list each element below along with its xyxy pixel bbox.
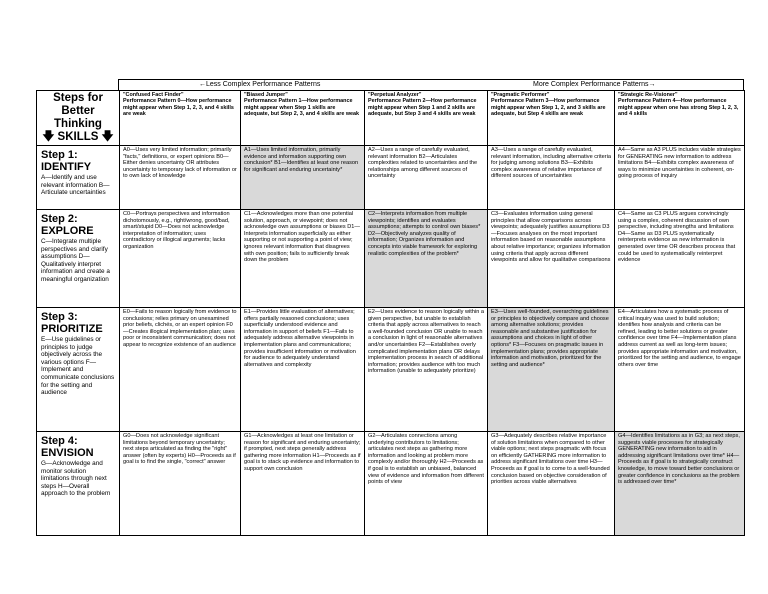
rubric-cell: A4—Same as A3 PLUS includes viable strategies for GENERATING new information to address limitations B4—Exhibits complex awareness of ways to minimize uncertainties in coherent, on-going process of inquiry xyxy=(615,146,745,210)
rubric-cell: C3—Evaluates information using general principles that allow comparisons across viewpoints; adequately justifies assumptions D3—Focuses analyses on the most important information based on reasonable assumptions about relative importance; organizes information using criteria that apply across different viewpoints and allow for qualitative comparisons xyxy=(488,210,615,308)
step-label: Step 4: ENVISION G—Acknowledge and monitor solution limitations through next steps H—Overall approach to the problem xyxy=(37,432,120,536)
rubric-cell: A3—Uses a range of carefully evaluated, relevant information, including alternative criteria for judging among solutions B3—Exhibits complex awareness of relative importance of different sources of uncertainties xyxy=(488,146,615,210)
rubric-cell: E1—Provides little evaluation of alternatives; offers partially reasoned conclusions; uses superficially understood evidence and information in support of beliefs F1—Fails to adequately address alternative viewpoints in implementation plans and communications; provides insufficient information or motivation for audience to adequately understand alternatives and complexity xyxy=(241,308,365,432)
header-row xyxy=(37,91,745,146)
corner-title-3: 🡇 SKILLS 🡇 xyxy=(42,131,114,143)
rubric-cell: E2—Uses evidence to reason logically within a given perspective, but unable to establish criteria that apply across alternatives to reach a well-founded conclusion OR unable to reach a conclusion in light of reasonable alternatives and/or uncertainties F2—Establishes overly complicated implementation plans OR delays implementation process in search of additional information; provides audience with too much information (unable to adequately prioritize) xyxy=(365,308,488,432)
column-header: "Pragmatic Performer" Performance Pattern 3—How performance might appear when Step 1, 2, and 3 skills are adequate, but Step 4 skills are weak xyxy=(488,91,615,146)
rubric-cell: G0—Does not acknowledge significant limitations beyond temporary uncertainty; next steps articulated as finding the "right" answer (often by experts) H0—Proceeds as if goal is to find the single, "correct" answer xyxy=(120,432,241,536)
row-step-4 xyxy=(37,432,745,536)
step-label: Step 2: EXPLORE C—Integrate multiple perspectives and clarify assumptions D—Qualitatively interpret information and create a meaningful organization xyxy=(37,210,120,308)
row-step-3 xyxy=(37,308,745,432)
rubric-cell: C0—Portrays perspectives and information dichotomously, e.g., right/wrong, good/bad, smart/stupid D0—Does not acknowledge interpretation of information; uses contradictory or illogical arguments; lacks organization xyxy=(120,210,241,308)
step-label: Step 3: PRIORITIZE E—Use guidelines or principles to judge objectively across the various options F—Implement and communicate conclusions for the setting and audience xyxy=(37,308,120,432)
column-header: "Strategic Re-Visioner" Performance Pattern 4—How performance might appear when one has strong Step 1, 2, 3, and 4 skills xyxy=(615,91,745,146)
rubric-cell: E0—Fails to reason logically from evidence to conclusions; relies primary on unexamined prior beliefs, clichés, or an expert opinion F0—Creates illogical implementation plan; uses poor or inconsistent communication; does not appear to recognize existence of an audience xyxy=(120,308,241,432)
more-complex-label: More Complex Performance Patterns→ xyxy=(533,81,656,88)
step-label: Step 1: IDENTIFY A—Identify and use relevant information B—Articulate uncertainties xyxy=(37,146,120,210)
less-complex-label: ←Less Complex Performance Patterns xyxy=(199,81,321,88)
column-header: "Biased Jumper" Performance Pattern 1—How performance might appear when Step 1 skills are adequate, but Step 2, 3, and 4 skills are weak xyxy=(241,91,365,146)
rubric-cell: G2—Articulates connections among underlying contributors to limitations; articulates next steps as gathering more information and looking at problem more complexly and/or thoroughly H2—Proceeds as if goal is to establish an unbiased, balanced view of evidence and information from different points of view xyxy=(365,432,488,536)
rubric-cell: C1—Acknowledges more than one potential solution, approach, or viewpoint; does not acknowledge own assumptions or biases D1—Interprets information superficially as either supporting or not supporting a point of view; ignores relevant information that disagrees with own position; fails to sufficiently break down the problem xyxy=(241,210,365,308)
rubric-cell: A0—Uses very limited information; primarily "facts," definitions, or expert opinions B0—Either denies uncertainty OR attributes uncertainty to temporary lack of information or to own lack of knowledge xyxy=(120,146,241,210)
rubric-cell: G4—Identifies limitations as in G3; as next steps, suggests viable processes for strategically GENERATING new information to aid in addressing significant limitations over time* H4—Proceeds as if goal is to strategically construct knowledge, to move toward better conclusions or greater confidence in conclusions as the problem is addressed over time* xyxy=(615,432,745,536)
corner-title-2: Thinking xyxy=(54,118,102,130)
row-step-1 xyxy=(37,146,745,210)
corner-cell xyxy=(37,91,120,146)
corner-title-1: Steps for Better xyxy=(53,92,103,117)
rubric-table xyxy=(36,90,745,536)
rubric-cell: C2—Interprets information from multiple viewpoints; identifies and evaluates assumptions; attempts to control own biases* D2—Objectively analyzes quality of information; Organizes information and concepts into viable framework for exploring realistic complexities of the problem* xyxy=(365,210,488,308)
column-header: "Perpetual Analyzer" Performance Pattern 2—How performance might appear when Step 1 and 2 skills are adequate, but Step 3 and 4 skills are weak xyxy=(365,91,488,146)
rubric-cell: C4—Same as C3 PLUS argues convincingly using a complex, coherent discussion of own perspective, including strengths and limitations D4—Same as D3 PLUS systematically reinterprets evidence as new information is generated over time OR describes process that could be used to systematically reinterpret evidence xyxy=(615,210,745,308)
row-step-2 xyxy=(37,210,745,308)
rubric-cell: A1—Uses limited information, primarily evidence and information supporting own conclusion* B1—Identifies at least one reason for significant and enduring uncertainty* xyxy=(241,146,365,210)
rubric-cell: E3—Uses well-founded, overarching guidelines or principles to objectively compare and choose among alternative solutions; provides reasonable and substantive justification for assumptions and choices in light of other options* F3—Focuses on pragmatic issues in implementation plans; provides appropriate information and motivation, prioritized for the setting and audience* xyxy=(488,308,615,432)
arrow-divider-line xyxy=(118,79,744,90)
rubric-cell: E4—Articulates how a systematic process of critical inquiry was used to build solution; identifies how analysis and criteria can be refined, leading to better solutions or greater confidence over time F4—Implementation plans address current as well as long-term issues; provides appropriate information and motivation, prioritized for the setting and audience, to engage others over time xyxy=(615,308,745,432)
rubric-cell: G1—Acknowledges at least one limitation or reason for significant and enduring uncertainty; if prompted, next steps generally address gathering more information H1—Proceeds as if goal is to stack up evidence and information to support own conclusion xyxy=(241,432,365,536)
rubric-cell: A2—Uses a range of carefully evaluated, relevant information B2—Articulates complexities related to uncertainties and the relationships among different sources of uncertainty xyxy=(365,146,488,210)
rubric-cell: G3—Adequately describes relative importance of solution limitations when compared to other viable options; next steps pragmatic with focus on efficiently GATHERING more information to address significant limitations over time H3—Proceeds as if goal is to come to a well-founded conclusion based on objective consideration of priorities across viable alternatives xyxy=(488,432,615,536)
column-header: "Confused Fact Finder" Performance Pattern 0—How performance might appear when Step 1, 2, 3, and 4 skills are weak xyxy=(120,91,241,146)
